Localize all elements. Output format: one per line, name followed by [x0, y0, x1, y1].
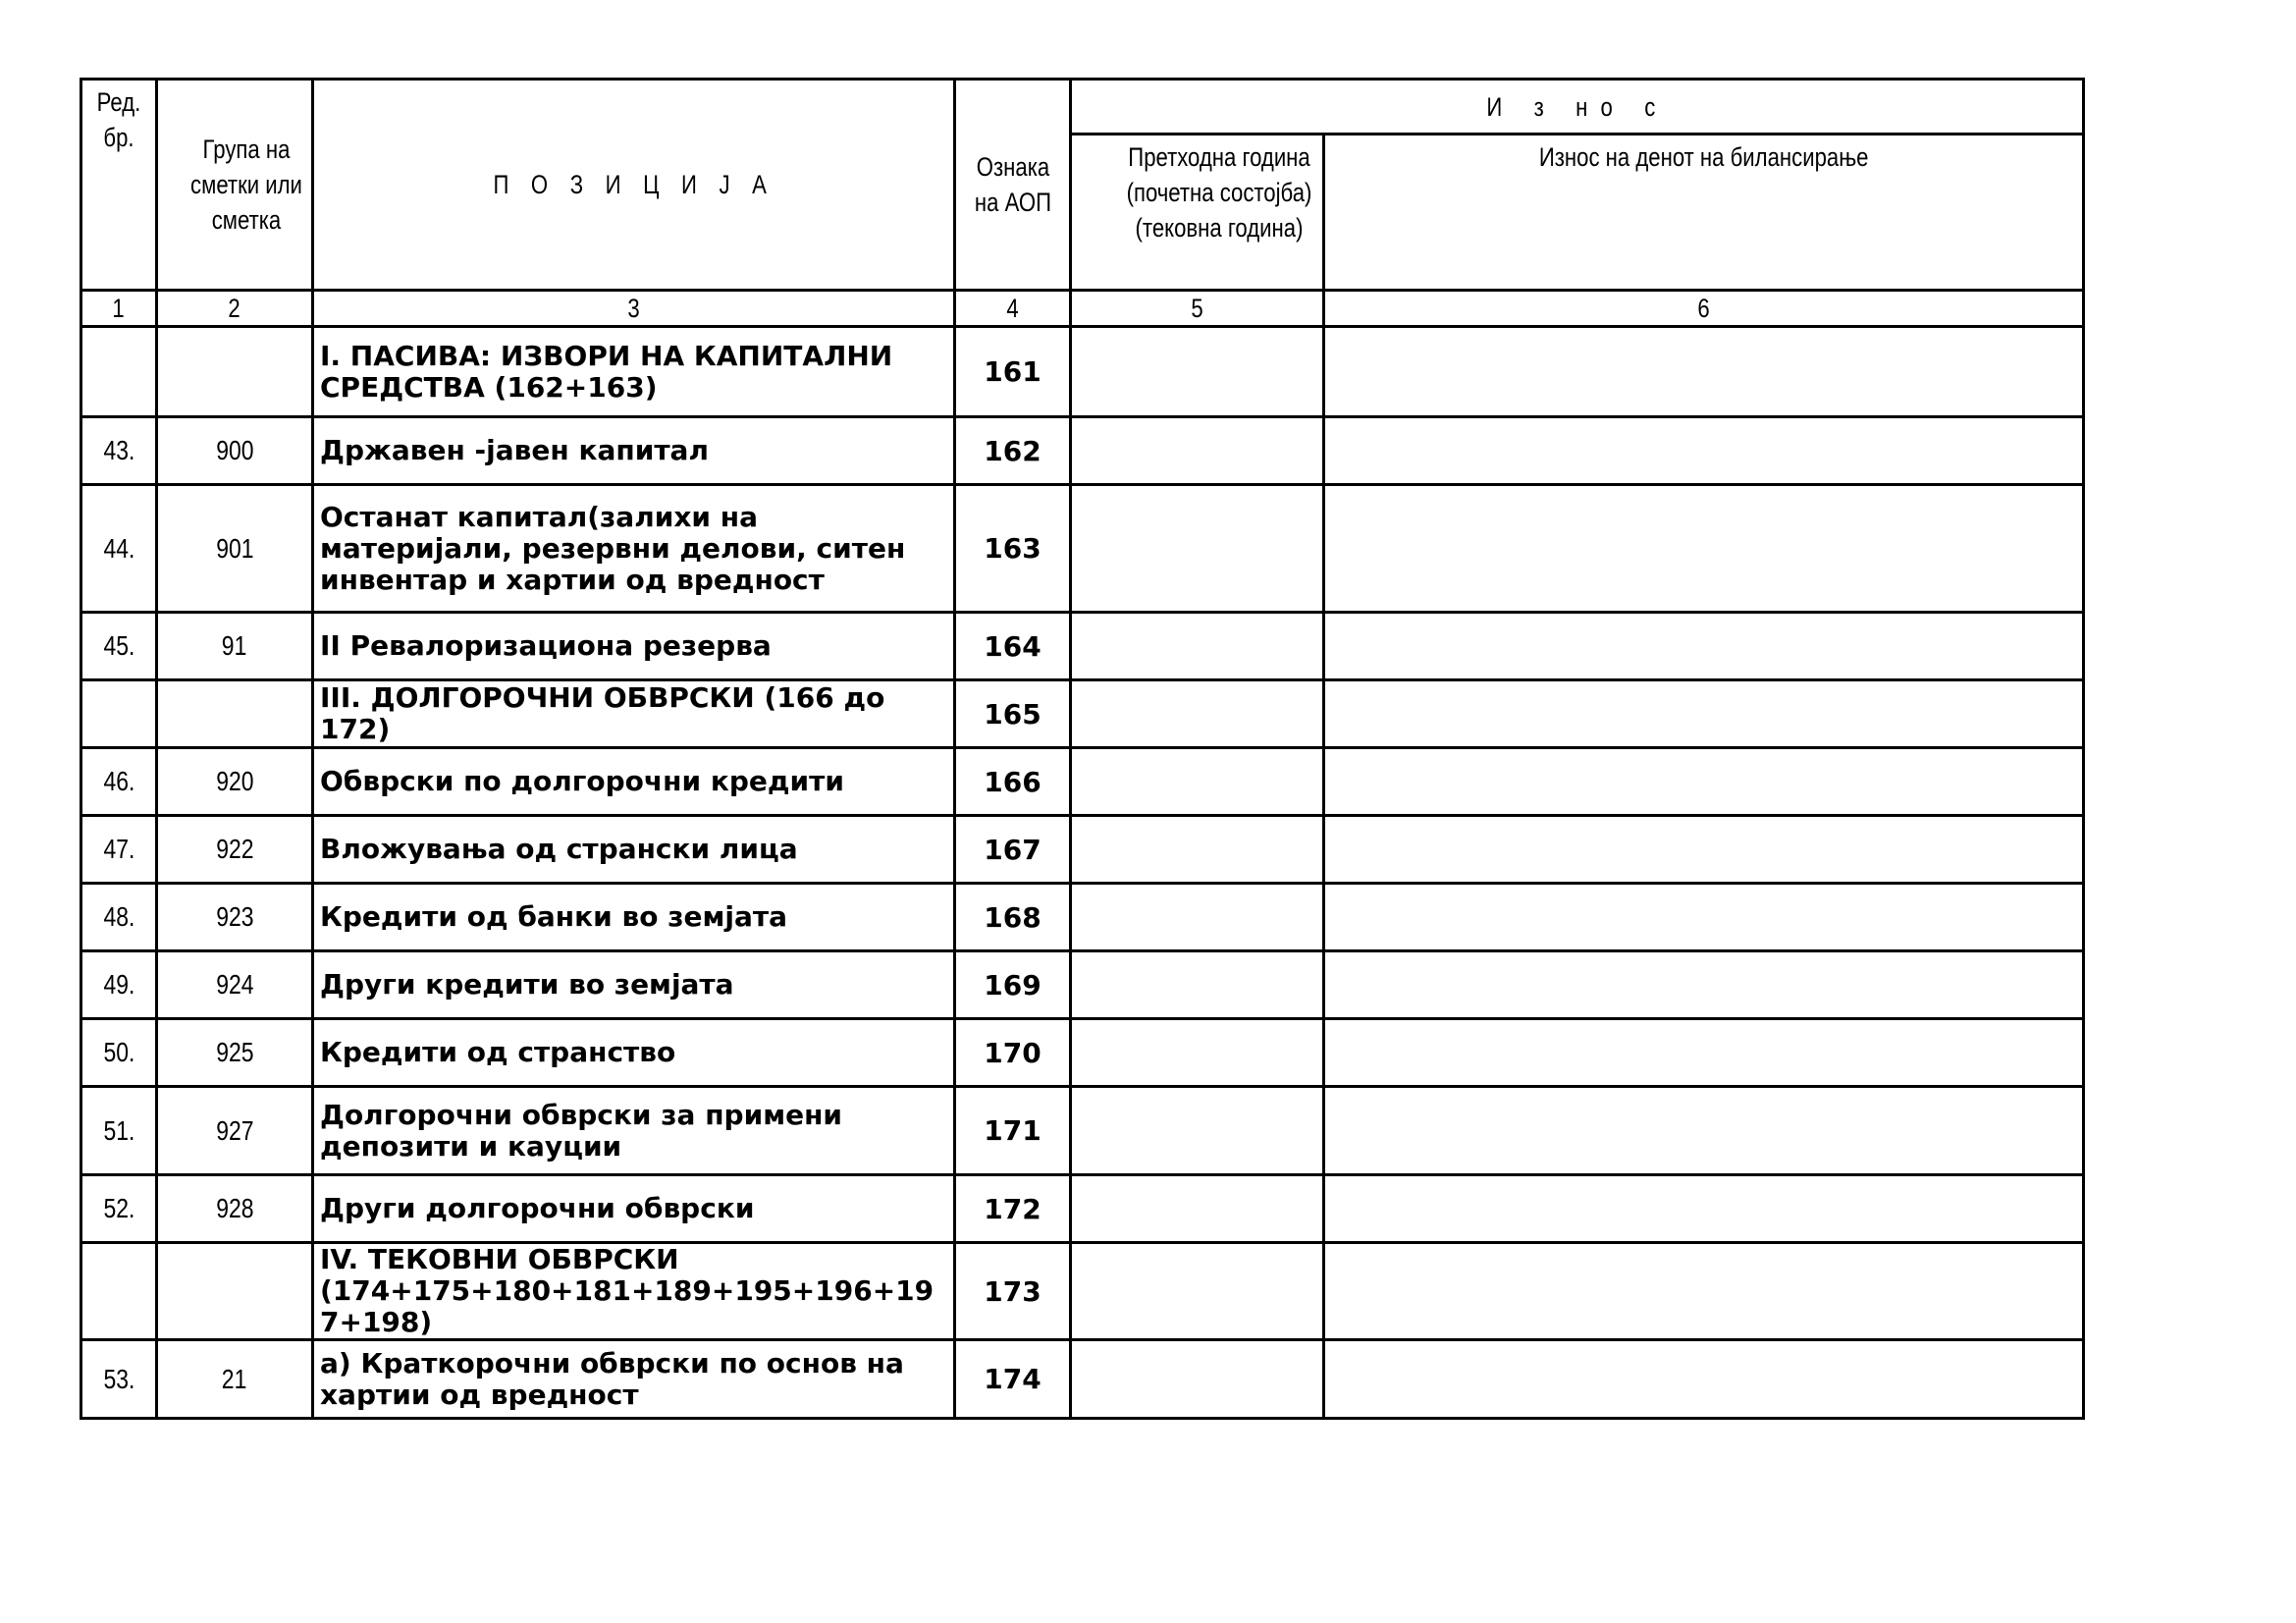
balance-date-amount[interactable] [1324, 884, 2084, 951]
position-label: Останат капитал(залихи на материјали, резервни делови, ситен инвентар и хартии од вредност [313, 485, 955, 613]
aop-code: 174 [955, 1340, 1071, 1419]
aop-code: 169 [955, 951, 1071, 1019]
table-row [81, 748, 2084, 816]
balance-date-amount[interactable] [1324, 327, 2084, 417]
column-number-row [81, 291, 2084, 327]
column-number: 4 [955, 291, 1071, 327]
account-group [157, 680, 313, 748]
row-number: 48. [81, 884, 157, 951]
account-group: 21 [157, 1340, 313, 1419]
aop-code: 162 [955, 417, 1071, 485]
row-number: 52. [81, 1175, 157, 1243]
balance-sheet-table [80, 78, 2085, 1420]
row-number: 51. [81, 1087, 157, 1175]
row-number [81, 1243, 157, 1340]
row-number: 45. [81, 613, 157, 680]
header-row-number: Ред. бр. [81, 80, 157, 291]
balance-date-amount[interactable] [1324, 1087, 2084, 1175]
previous-year-amount[interactable] [1071, 1340, 1324, 1419]
header-row-1 [81, 80, 2084, 135]
table-row [81, 1243, 2084, 1340]
balance-date-amount[interactable] [1324, 1175, 2084, 1243]
position-label: Кредити од банки во земјата [313, 884, 955, 951]
previous-year-amount[interactable] [1071, 680, 1324, 748]
aop-code: 172 [955, 1175, 1071, 1243]
position-label: II Ревалоризациона резерва [313, 613, 955, 680]
aop-code: 166 [955, 748, 1071, 816]
row-number [81, 680, 157, 748]
header-balance-date-amount: Износ на денот на билансирање [1324, 135, 2084, 291]
position-label: а) Краткорочни обврски по основ на хартии од вредност [313, 1340, 955, 1419]
header-account-group: Група на сметки или сметка [157, 80, 313, 291]
account-group: 91 [157, 613, 313, 680]
balance-date-amount[interactable] [1324, 1243, 2084, 1340]
column-number: 3 [313, 291, 955, 327]
column-number: 2 [157, 291, 313, 327]
previous-year-amount[interactable] [1071, 327, 1324, 417]
row-number: 43. [81, 417, 157, 485]
account-group: 901 [157, 485, 313, 613]
aop-code: 163 [955, 485, 1071, 613]
table-row [81, 1019, 2084, 1087]
table-row [81, 417, 2084, 485]
previous-year-amount[interactable] [1071, 1087, 1324, 1175]
table-row [81, 613, 2084, 680]
balance-date-amount[interactable] [1324, 951, 2084, 1019]
column-number: 1 [81, 291, 157, 327]
balance-date-amount[interactable] [1324, 816, 2084, 884]
row-number [81, 327, 157, 417]
position-label: III. ДОЛГОРОЧНИ ОБВРСКИ (166 до 172) [313, 680, 955, 748]
row-number: 46. [81, 748, 157, 816]
balance-date-amount[interactable] [1324, 613, 2084, 680]
row-number: 49. [81, 951, 157, 1019]
position-label: Други долгорочни обврски [313, 1175, 955, 1243]
account-group: 920 [157, 748, 313, 816]
aop-code: 165 [955, 680, 1071, 748]
position-label: Други кредити во земјата [313, 951, 955, 1019]
aop-code: 171 [955, 1087, 1071, 1175]
aop-code: 168 [955, 884, 1071, 951]
balance-date-amount[interactable] [1324, 485, 2084, 613]
position-label: Долгорочни обврски за примени депозити и кауции [313, 1087, 955, 1175]
account-group: 927 [157, 1087, 313, 1175]
position-label: I. ПАСИВА: ИЗВОРИ НА КАПИТАЛНИ СРЕДСТВА (162+163) [313, 327, 955, 417]
aop-code: 161 [955, 327, 1071, 417]
aop-code: 167 [955, 816, 1071, 884]
account-group: 900 [157, 417, 313, 485]
previous-year-amount[interactable] [1071, 613, 1324, 680]
previous-year-amount[interactable] [1071, 1019, 1324, 1087]
position-label: Кредити од странство [313, 1019, 955, 1087]
table-row [81, 485, 2084, 613]
balance-date-amount[interactable] [1324, 680, 2084, 748]
previous-year-amount[interactable] [1071, 1243, 1324, 1340]
account-group: 925 [157, 1019, 313, 1087]
column-number: 5 [1071, 291, 1324, 327]
header-amount-group: И з но с [1071, 80, 2084, 135]
row-number: 50. [81, 1019, 157, 1087]
account-group: 923 [157, 884, 313, 951]
balance-date-amount[interactable] [1324, 748, 2084, 816]
balance-date-amount[interactable] [1324, 417, 2084, 485]
header-aop-code: Ознака на АОП [955, 80, 1071, 291]
table-row [81, 884, 2084, 951]
account-group [157, 1243, 313, 1340]
aop-code: 173 [955, 1243, 1071, 1340]
previous-year-amount[interactable] [1071, 816, 1324, 884]
header-position: П О З И Ц И Ј А [313, 80, 955, 291]
account-group: 922 [157, 816, 313, 884]
table-row [81, 327, 2084, 417]
table-row [81, 1340, 2084, 1419]
account-group: 924 [157, 951, 313, 1019]
previous-year-amount[interactable] [1071, 951, 1324, 1019]
previous-year-amount[interactable] [1071, 417, 1324, 485]
previous-year-amount[interactable] [1071, 748, 1324, 816]
row-number: 47. [81, 816, 157, 884]
row-number: 53. [81, 1340, 157, 1419]
table-row [81, 816, 2084, 884]
table-row [81, 680, 2084, 748]
aop-code: 170 [955, 1019, 1071, 1087]
previous-year-amount[interactable] [1071, 1175, 1324, 1243]
table-row [81, 1175, 2084, 1243]
balance-date-amount[interactable] [1324, 1019, 2084, 1087]
account-group [157, 327, 313, 417]
table-row [81, 1087, 2084, 1175]
position-label: Обврски по долгорочни кредити [313, 748, 955, 816]
position-label: Вложувања од странски лица [313, 816, 955, 884]
column-number: 6 [1324, 291, 2084, 327]
account-group: 928 [157, 1175, 313, 1243]
aop-code: 164 [955, 613, 1071, 680]
table-row [81, 951, 2084, 1019]
header-previous-year: Претходна година (почетна состојба) (тековна година) [1071, 135, 1324, 291]
row-number: 44. [81, 485, 157, 613]
position-label: IV. ТЕКОВНИ ОБВРСКИ (174+175+180+181+189+195+196+197+198) [313, 1243, 955, 1340]
previous-year-amount[interactable] [1071, 485, 1324, 613]
position-label: Државен -јавен капитал [313, 417, 955, 485]
previous-year-amount[interactable] [1071, 884, 1324, 951]
balance-date-amount[interactable] [1324, 1340, 2084, 1419]
